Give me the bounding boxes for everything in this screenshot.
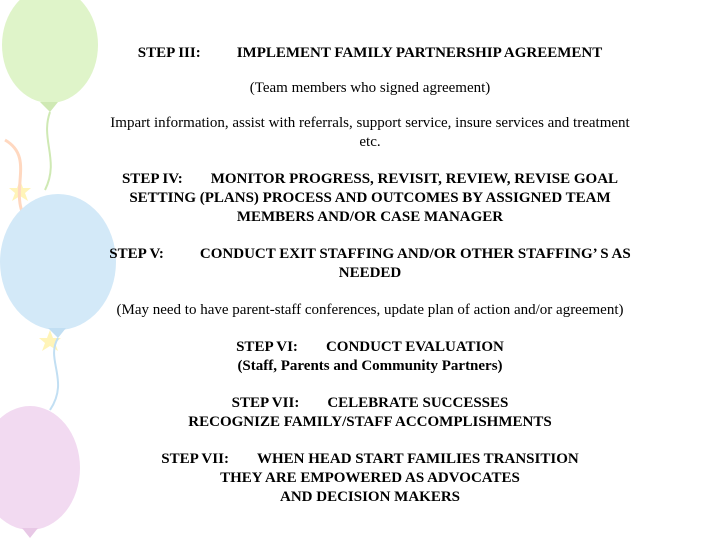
step-8-title-line-1: WHEN HEAD START FAMILIES TRANSITION — [256, 451, 579, 467]
step-8-title-line-3: AND DECISION MAKERS — [279, 489, 461, 505]
step-3-heading — [70, 44, 670, 63]
step-5-label: STEP V: — [109, 246, 164, 262]
step-7-subtitle: RECOGNIZE FAMILY/STAFF ACCOMPLISHMENTS — [188, 414, 552, 430]
step-6-heading — [70, 338, 670, 357]
step-4-title-line-2: SETTING (PLANS) PROCESS AND OUTCOMES BY ASSIGNED TEAM — [129, 190, 611, 206]
step-7-label: STEP VII: — [231, 395, 300, 411]
step-3-title: IMPLEMENT FAMILY PARTNERSHIP AGREEMENT — [236, 45, 603, 61]
step-6-title: CONDUCT EVALUATION — [325, 339, 504, 355]
step-4-title-line-1: MONITOR PROGRESS, REVISIT, REVIEW, REVISE GOAL — [210, 171, 619, 187]
step-5-heading — [70, 245, 670, 264]
step-5-note: (May need to have parent-staff conferences, update plan of action and/or agreement) — [116, 302, 624, 318]
step-6-subtitle: (Staff, Parents and Community Partners) — [237, 358, 503, 374]
step-3-note: (Team members who signed agreement) — [249, 80, 491, 96]
slide-content — [70, 44, 670, 507]
step-5-title-line-2: NEEDED — [338, 265, 402, 281]
step-3-body-line-1: Impart information, assist with referrals, support service, insure services and treatment — [110, 115, 630, 131]
step-3-body-line-2: etc. — [359, 134, 381, 150]
step-4-heading — [70, 170, 670, 189]
pink-balloon — [0, 406, 80, 538]
step-8-heading — [70, 450, 670, 469]
step-6-label: STEP VI: — [236, 339, 298, 355]
step-8-title-line-2: THEY ARE EMPOWERED AS ADVOCATES — [220, 470, 520, 486]
step-3-label: STEP III: — [137, 45, 201, 61]
step-5-title-line-1: CONDUCT EXIT STAFFING AND/OR OTHER STAFFING’ S AS — [199, 246, 631, 262]
step-7-title: CELEBRATE SUCCESSES — [327, 395, 509, 411]
step-7-heading — [70, 394, 670, 413]
step-4-title-line-3: MEMBERS AND/OR CASE MANAGER — [236, 209, 504, 225]
step-4-label: STEP IV: — [121, 171, 183, 187]
step-8-label: STEP VII: — [161, 451, 229, 467]
